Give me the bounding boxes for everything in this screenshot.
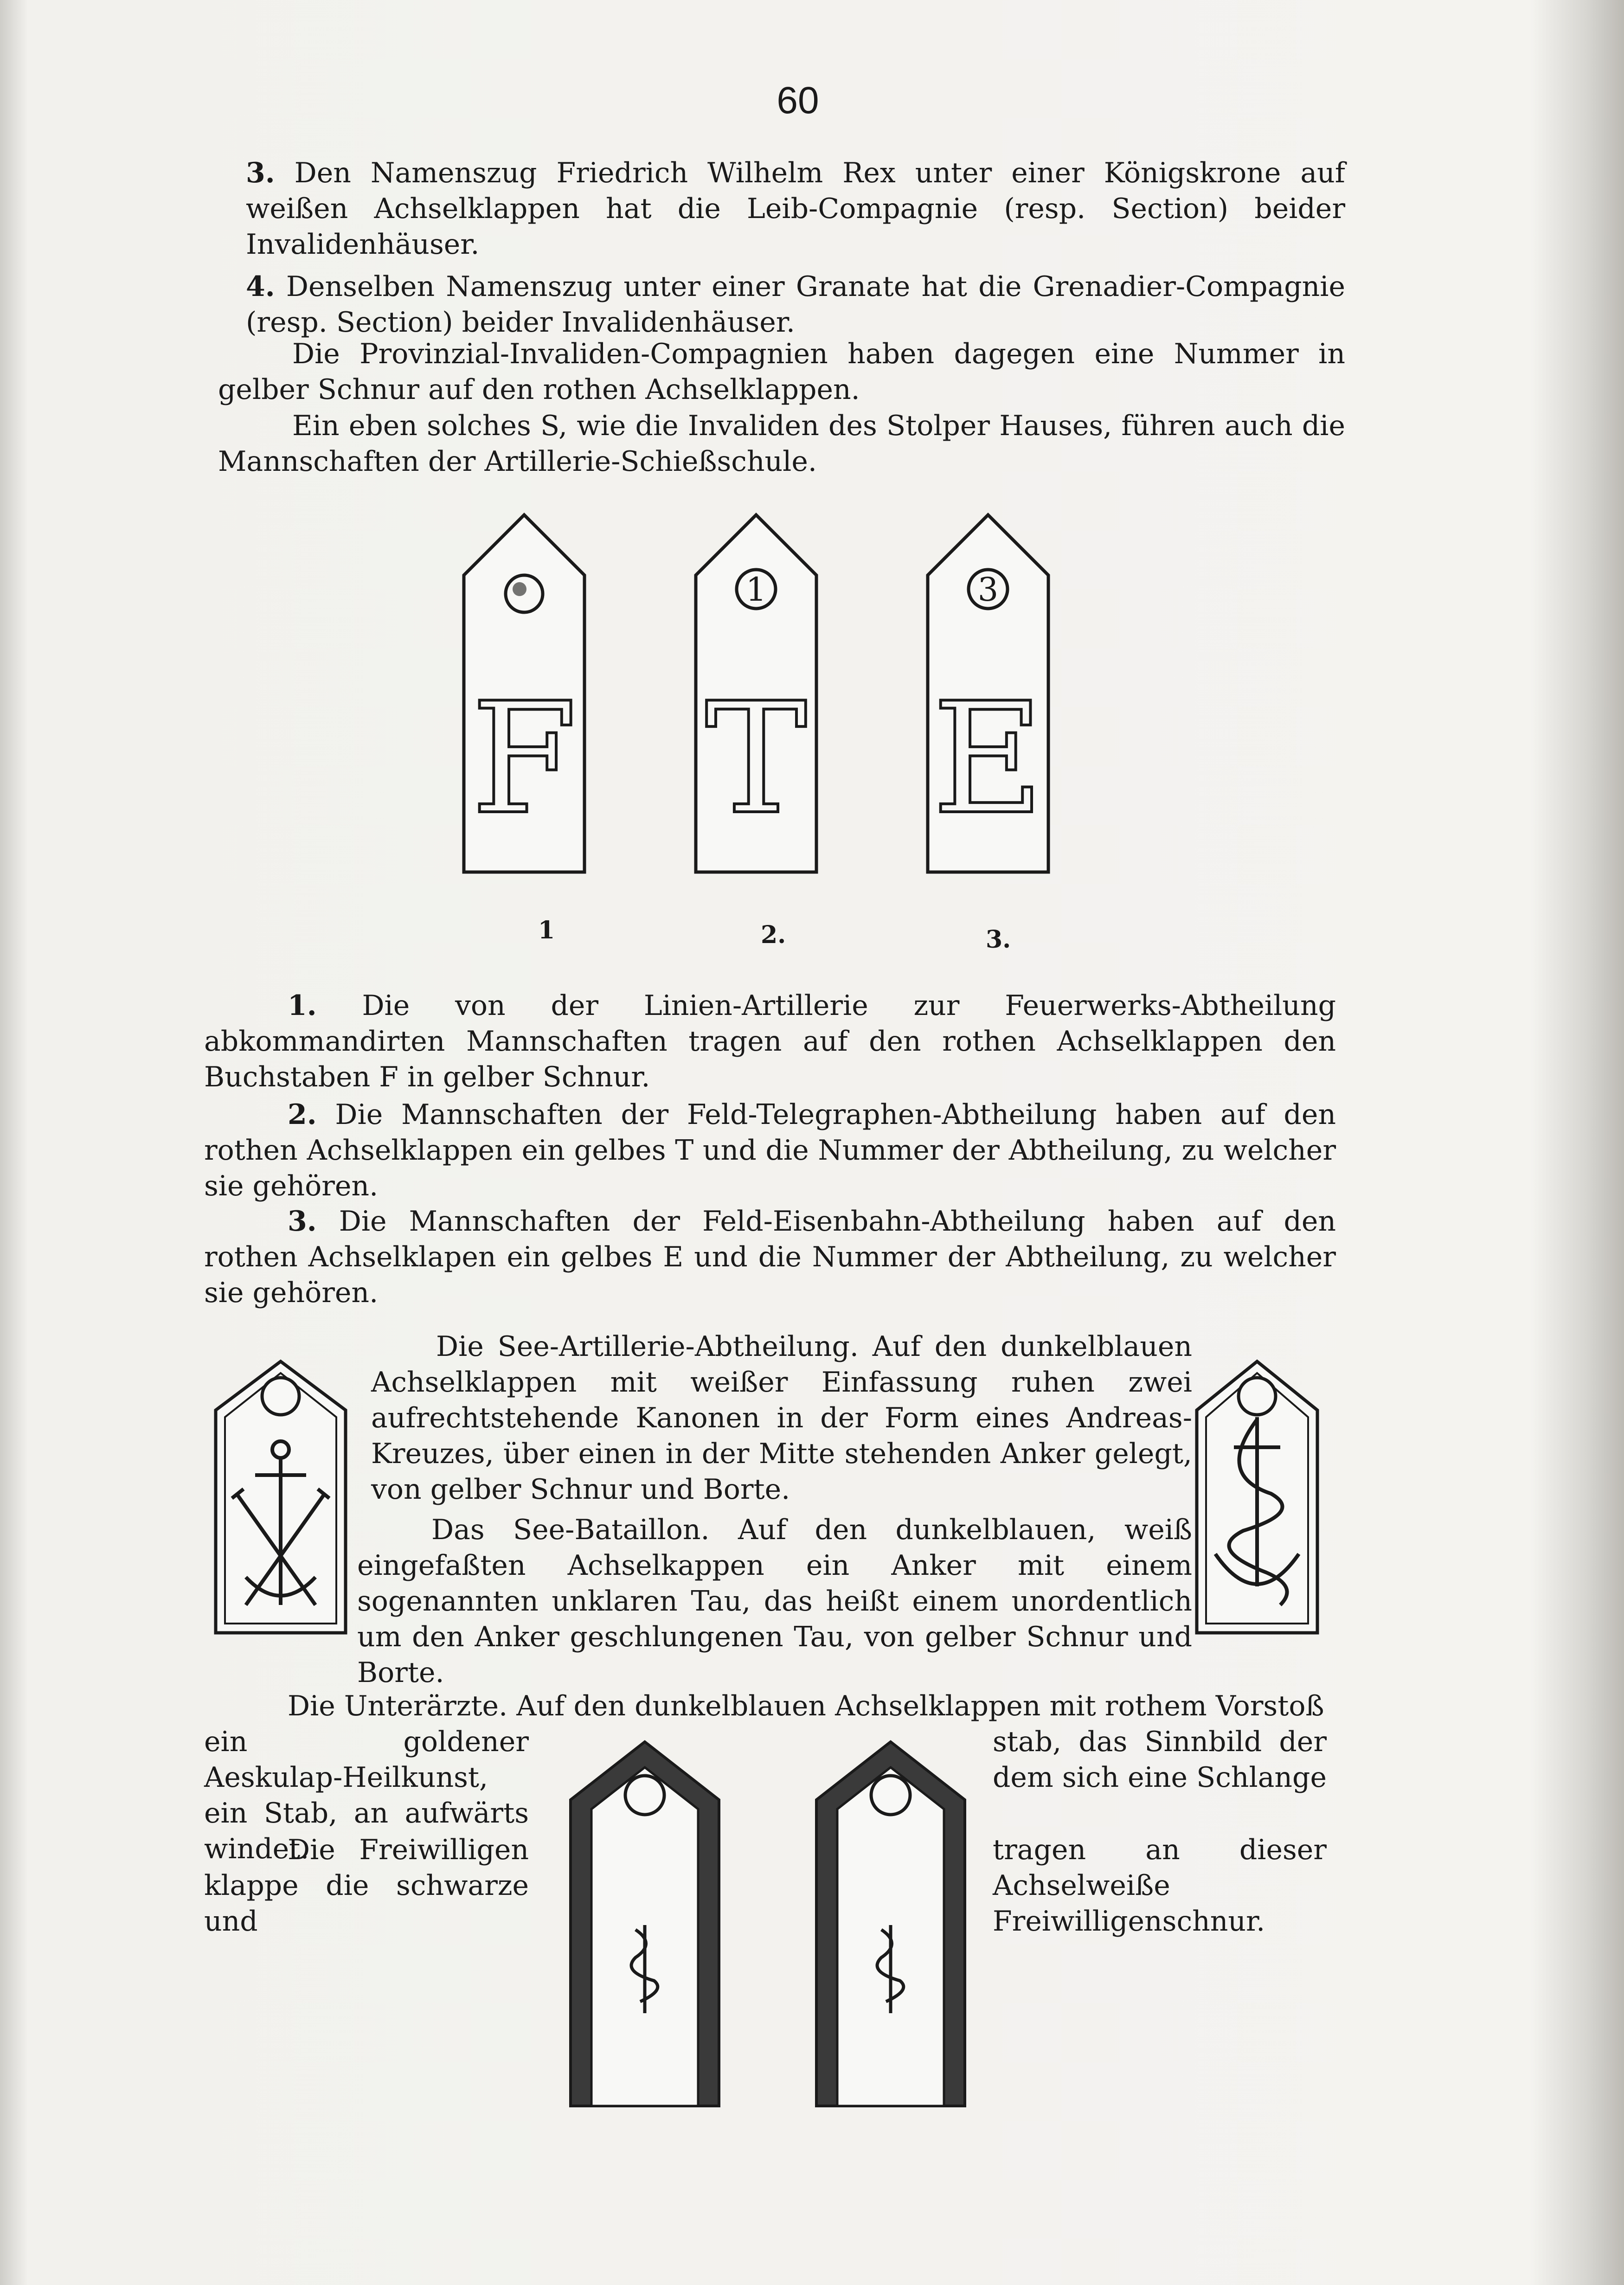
freiwillige-left-text: Die Freiwilligen klappe die schwarze und [204,1834,529,1938]
freiwillige-right-text: tragen an dieser Achselweiße Freiwilligenschnur. [993,1834,1327,1938]
figure-caption-1: 1 [538,916,555,944]
unteraerzte-left-text: ein goldener Aeskulap-Heilkunst, ein Stab, an aufwärts windet. [204,1726,529,1865]
item-3-number: 3. [246,157,275,189]
strap-e [928,515,1048,872]
strap-button-icon [625,1776,664,1815]
unteraerzte-para: Die Unterärzte. Auf den dunkelblauen Achselklappen mit rothem Vorstoß [288,1690,1324,1722]
strap-t [696,515,816,872]
numbered-para-3: 3. Die Mannschaften der Feld-Eisenbahn-Abtheilung haben auf den rothen Achselklapen ein gelbes E und die Nummer der Abtheilung, zu welcher sie gehören. [204,1205,1336,1309]
strap-letter-e: E [932,670,1044,848]
strap-f [464,515,584,872]
item-4-text: Denselben Namenszug unter einer Granate hat die Grenadier-Compagnie (resp. Section) beider Invalidenhäuser. [246,270,1346,339]
unteraerzte-right-text: stab, das Sinnbild der dem sich eine Schlange [993,1726,1327,1794]
strap-letter-t: T [705,670,808,848]
numbered-para-2: 2. Die Mannschaften der Feld-Telegraphen-Abtheilung haben auf den rothen Achselklappen ein gelbes T und die Nummer der Abtheilung, zu welcher sie gehören. [204,1098,1336,1202]
figure-caption-2: 2. [761,921,786,949]
strap-button-number: 3 [977,571,999,609]
figure-caption-3: 3. [986,925,1011,954]
strap-button-icon [1239,1378,1276,1415]
shoulder-straps-figure [445,506,1095,886]
paragraph-provinzial: Die Provinzial-Invaliden-Compagnien haben dagegen eine Nummer in gelber Schnur auf den rothen Achselklappen. [218,338,1345,406]
item-4-number: 4. [246,270,275,303]
item-3-text: Den Namenszug Friedrich Wilhelm Rex unter einer Königskrone auf weißen Achselklappen hat die Leib-Compagnie (resp. Section) beider Invalidenhäuser. [246,157,1345,261]
page-number: 60 [777,79,819,122]
see-artillerie-para: Die See-Artillerie-Abtheilung. Auf den dunkelblauen Achselklappen mit weißer Einfassung ruhen zwei aufrechtstehende Kanonen in der Form eines Andreas-Kreuzes, über einen in der Mitte stehenden Anker gelegt, von gelber Schnur und Borte. [371,1330,1192,1506]
item-4 [246,269,1345,340]
aeskulap-strap-right [816,1742,965,2106]
strap-button-icon [871,1776,910,1815]
numbered-para-1: 1. Die von der Linien-Artillerie zur Feuerwerks-Abtheilung abkommandirten Mannschaften tragen auf den rothen Achselklappen den Buchstaben F in gelber Schnur. [204,989,1336,1093]
item-3 [246,155,1345,263]
strap-button-number: 1 [745,571,767,609]
aeskulap-straps-figure [566,1735,983,2115]
aeskulap-strap-left [571,1742,719,2106]
strap-letter-f: F [471,670,578,848]
see-artillerie-strap-figure [204,1354,357,1642]
see-bataillon-para: Das See-Bataillon. Auf den dunkelblauen, weiß eingefaßten Achselkappen ein Anker mit einem sogenannten unklaren Tau, das heißt einem unordentlich um den Anker geschlungenen Tau, von gelber Schnur und Borte. [357,1514,1192,1689]
see-bataillon-strap-figure [1188,1354,1327,1642]
paragraph-stolper: Ein eben solches S, wie die Invaliden des Stolper Hauses, führen auch die Mannschaften der Artillerie-Schießschule. [218,410,1345,478]
strap-button-icon [262,1378,299,1415]
